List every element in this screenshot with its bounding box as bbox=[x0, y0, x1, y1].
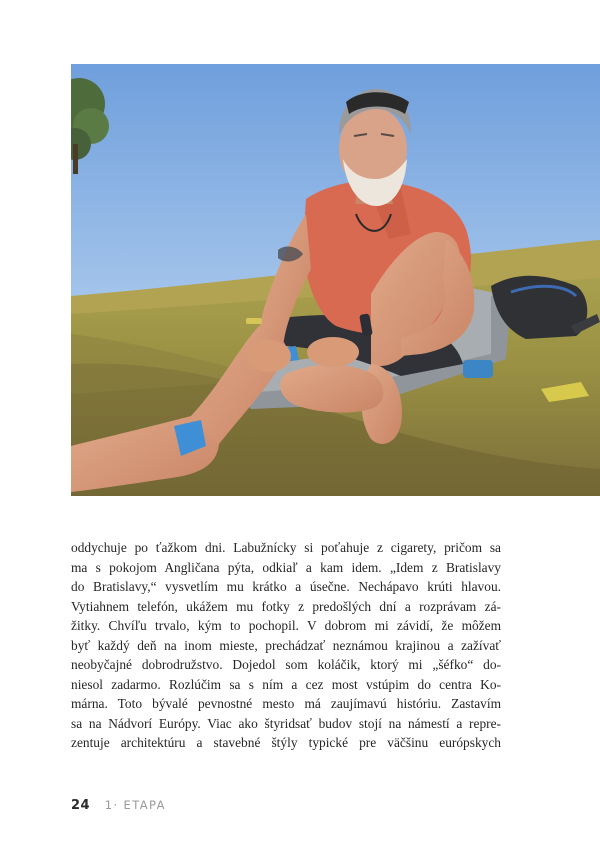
body-text bbox=[71, 538, 501, 753]
body-line: sa na Nádvorí Európy. Viac ako štyridsať budov stojí na námestí a repre- bbox=[71, 715, 501, 731]
body-line: Vytiahnem telefón, ukážem mu fotky z predošlých dní a rozprávam zá- bbox=[71, 598, 501, 614]
page-number: 24 bbox=[71, 798, 91, 813]
chapter-label: 1· ETAPA bbox=[104, 798, 166, 812]
body-line: ma s pokojom Angličana pýta, odkiaľ a kam idem. „Idem z Bratislavy bbox=[71, 559, 501, 575]
body-line: niesol zadarmo. Rozlúčim sa s ním a cez most vstúpim do centra Ko- bbox=[71, 676, 501, 692]
body-line: oddychuje po ťažkom dni. Labužnícky si poťahuje z cigarety, pričom sa bbox=[71, 540, 501, 555]
body-line: byť každý deň na inom mieste, prechádzať neznámou krajinou a zažívať bbox=[71, 637, 501, 653]
body-line: žitky. Chvíľu trvalo, kým to pochopil. V dobrom mi závidí, že môžem bbox=[71, 618, 501, 634]
photo bbox=[71, 64, 600, 496]
body-line: do Bratislavy,“ vysvetlím mu krátko a úsečne. Nechápavo krúti hlavou. bbox=[71, 579, 501, 595]
hiker-photo-illustration bbox=[71, 64, 600, 496]
page-footer bbox=[71, 798, 166, 813]
body-line: neobyčajné dobrodružstvo. Dojedol som koláčik, ktorý mi „šéfko“ do- bbox=[71, 657, 501, 673]
body-line: márna. Toto bývalé pevnostné mesto má zaujímavú históriu. Zastavím bbox=[71, 696, 501, 712]
body-line: zentuje architektúru a stavebné štýly typické pre väčšinu európskych bbox=[71, 735, 501, 751]
